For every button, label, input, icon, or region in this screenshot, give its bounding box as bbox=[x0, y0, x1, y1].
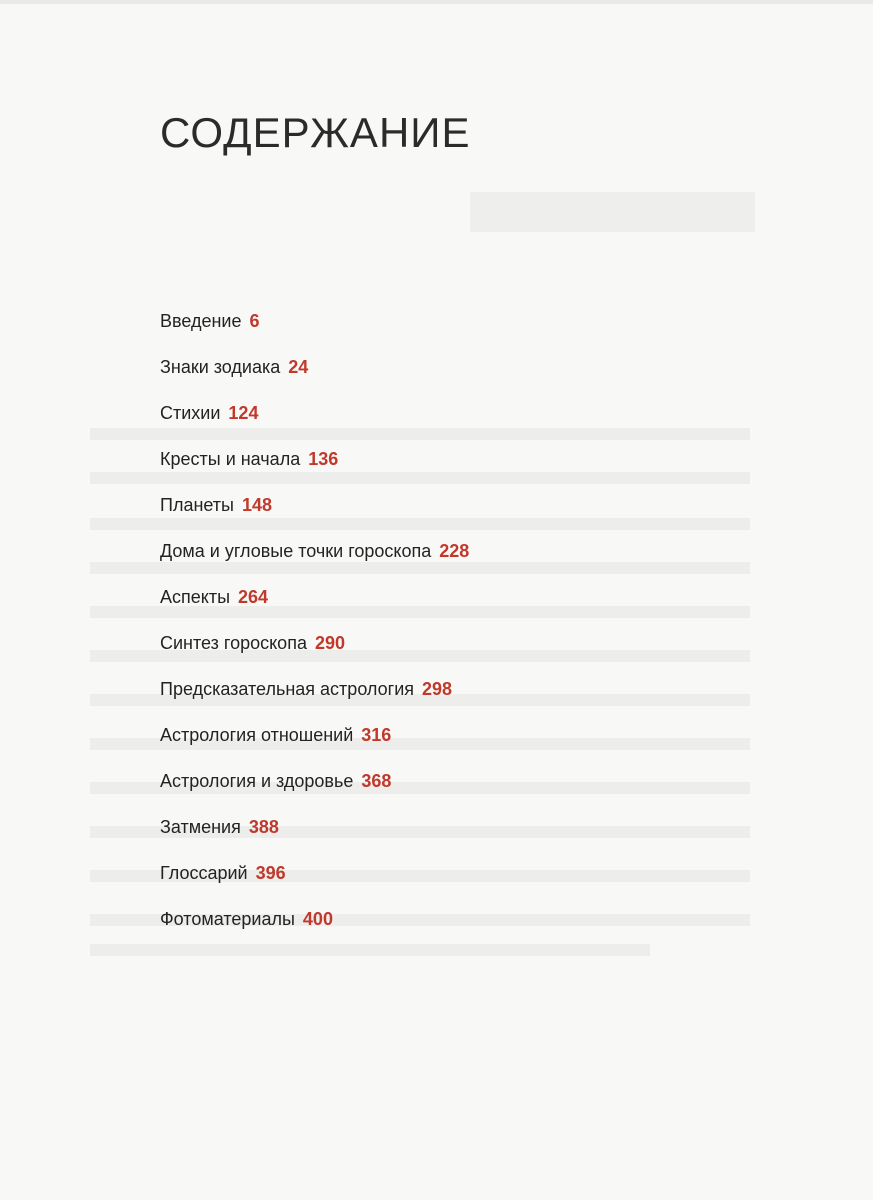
toc-entry-title: Знаки зодиака bbox=[160, 357, 281, 377]
toc-entry-page: 316 bbox=[361, 725, 392, 745]
toc-entry[interactable] bbox=[160, 492, 469, 538]
toc-entry[interactable] bbox=[160, 768, 469, 814]
toc-entry-page: 124 bbox=[228, 403, 259, 423]
toc-entry[interactable] bbox=[160, 906, 469, 952]
table-of-contents bbox=[160, 308, 469, 952]
toc-entry-page: 6 bbox=[249, 311, 260, 331]
toc-entry[interactable] bbox=[160, 584, 469, 630]
toc-entry-page: 228 bbox=[439, 541, 470, 561]
toc-entry-page: 368 bbox=[361, 771, 392, 791]
reverse-heading-ghost bbox=[470, 192, 755, 232]
toc-entry-title: Астрология отношений bbox=[160, 725, 354, 745]
toc-entry-page: 388 bbox=[248, 817, 279, 837]
toc-entry-page: 136 bbox=[308, 449, 339, 469]
toc-entry[interactable] bbox=[160, 630, 469, 676]
toc-entry-title: Аспекты bbox=[160, 587, 231, 607]
toc-entry-title: Введение bbox=[160, 311, 242, 331]
toc-entry[interactable] bbox=[160, 538, 469, 584]
page-title: СОДЕРЖАНИЕ bbox=[160, 109, 471, 156]
toc-entry[interactable] bbox=[160, 308, 469, 354]
toc-entry[interactable] bbox=[160, 446, 469, 492]
toc-entry-page: 24 bbox=[288, 357, 309, 377]
toc-entry-page: 264 bbox=[238, 587, 269, 607]
toc-entry-title: Стихии bbox=[160, 403, 221, 423]
toc-entry-title: Планеты bbox=[160, 495, 234, 515]
toc-entry-title: Синтез гороскопа bbox=[160, 633, 307, 653]
toc-entry-title: Затмения bbox=[160, 817, 241, 837]
toc-entry-title: Предсказательная астрология bbox=[160, 679, 415, 699]
toc-entry-title: Дома и угловые точки гороскопа bbox=[160, 541, 432, 561]
toc-entry-page: 148 bbox=[242, 495, 273, 515]
toc-entry-title: Глоссарий bbox=[160, 863, 248, 883]
toc-entry-page: 400 bbox=[302, 909, 333, 929]
toc-entry[interactable] bbox=[160, 814, 469, 860]
toc-entry[interactable] bbox=[160, 860, 469, 906]
toc-entry-title: Фотоматериалы bbox=[160, 909, 295, 929]
toc-entry-title: Кресты и начала bbox=[160, 449, 301, 469]
toc-entry[interactable] bbox=[160, 676, 469, 722]
page-top-edge bbox=[0, 0, 873, 4]
toc-entry-page: 290 bbox=[314, 633, 345, 653]
toc-entry-page: 396 bbox=[255, 863, 286, 883]
toc-entry[interactable] bbox=[160, 400, 469, 446]
toc-entry-page: 298 bbox=[422, 679, 453, 699]
toc-entry[interactable] bbox=[160, 354, 469, 400]
toc-entry[interactable] bbox=[160, 722, 469, 768]
toc-entry-title: Астрология и здоровье bbox=[160, 771, 354, 791]
